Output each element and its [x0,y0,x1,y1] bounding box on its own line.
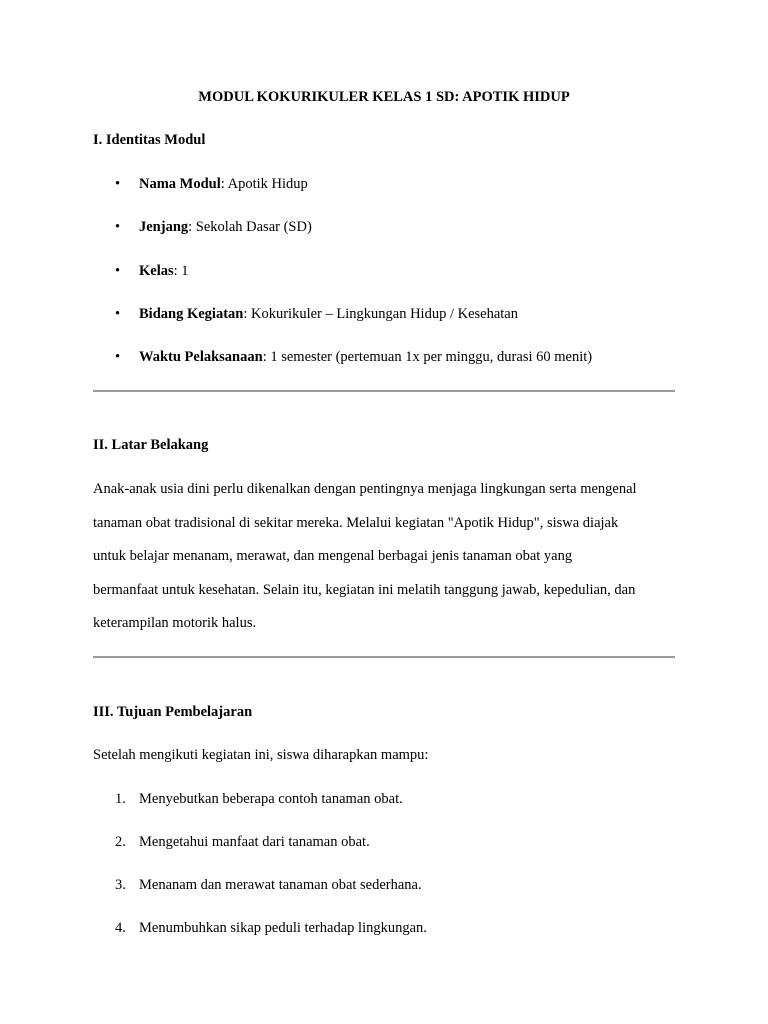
section-heading-identitas: I. Identitas Modul [93,132,206,148]
item-number: 4. [115,920,126,936]
item-text: Menumbuhkan sikap peduli terhadap lingkungan. [139,920,427,936]
item-text: Mengetahui manfaat dari tanaman obat. [139,834,370,850]
item-number: 2. [115,834,126,850]
section-intro: Setelah mengikuti kegiatan ini, siswa diharapkan mampu: [93,747,429,763]
bullet-icon: • [115,219,121,235]
horizontal-divider [93,390,675,392]
item-label: Jenjang [139,219,189,235]
item-value: : 1 semester (pertemuan 1x per minggu, durasi 60 menit) [262,349,593,365]
item-label: Bidang Kegiatan [139,306,244,322]
bullet-icon: • [115,176,121,192]
paragraph-line: Anak-anak usia dini perlu dikenalkan dengan pentingnya menjaga lingkungan serta mengenal [93,481,637,497]
horizontal-divider [93,656,675,658]
paragraph-line: tanaman obat tradisional di sekitar mereka. Melalui kegiatan "Apotik Hidup", siswa diajak [93,515,619,531]
paragraph-line: keterampilan motorik halus. [93,615,257,631]
paragraph-line: bermanfaat untuk kesehatan. Selain itu, kegiatan ini melatih tanggung jawab, kepedulian, dan [93,582,636,598]
document-title: MODUL KOKURIKULER KELAS 1 SD: APOTIK HIDUP [198,89,570,105]
item-label: Waktu Pelaksanaan [139,349,263,365]
item-value: : Sekolah Dasar (SD) [188,219,312,235]
item-text: Menyebutkan beberapa contoh tanaman obat. [139,791,403,807]
item-value: : Kokurikuler – Lingkungan Hidup / Kesehatan [243,306,518,322]
bullet-icon: • [115,263,121,279]
item-value: : Apotik Hidup [220,176,308,192]
bullet-icon: • [115,349,121,365]
item-number: 3. [115,877,126,893]
item-label: Kelas [139,263,174,279]
bullet-icon: • [115,306,121,322]
item-text: Menanam dan merawat tanaman obat sederhana. [139,877,422,893]
item-value: : 1 [173,263,189,279]
section-heading-latar-belakang: II. Latar Belakang [93,437,209,453]
section-heading-tujuan: III. Tujuan Pembelajaran [93,704,253,720]
item-number: 1. [115,791,126,807]
paragraph-line: untuk belajar menanam, merawat, dan mengenal berbagai jenis tanaman obat yang [93,548,573,564]
item-label: Nama Modul [139,176,221,192]
